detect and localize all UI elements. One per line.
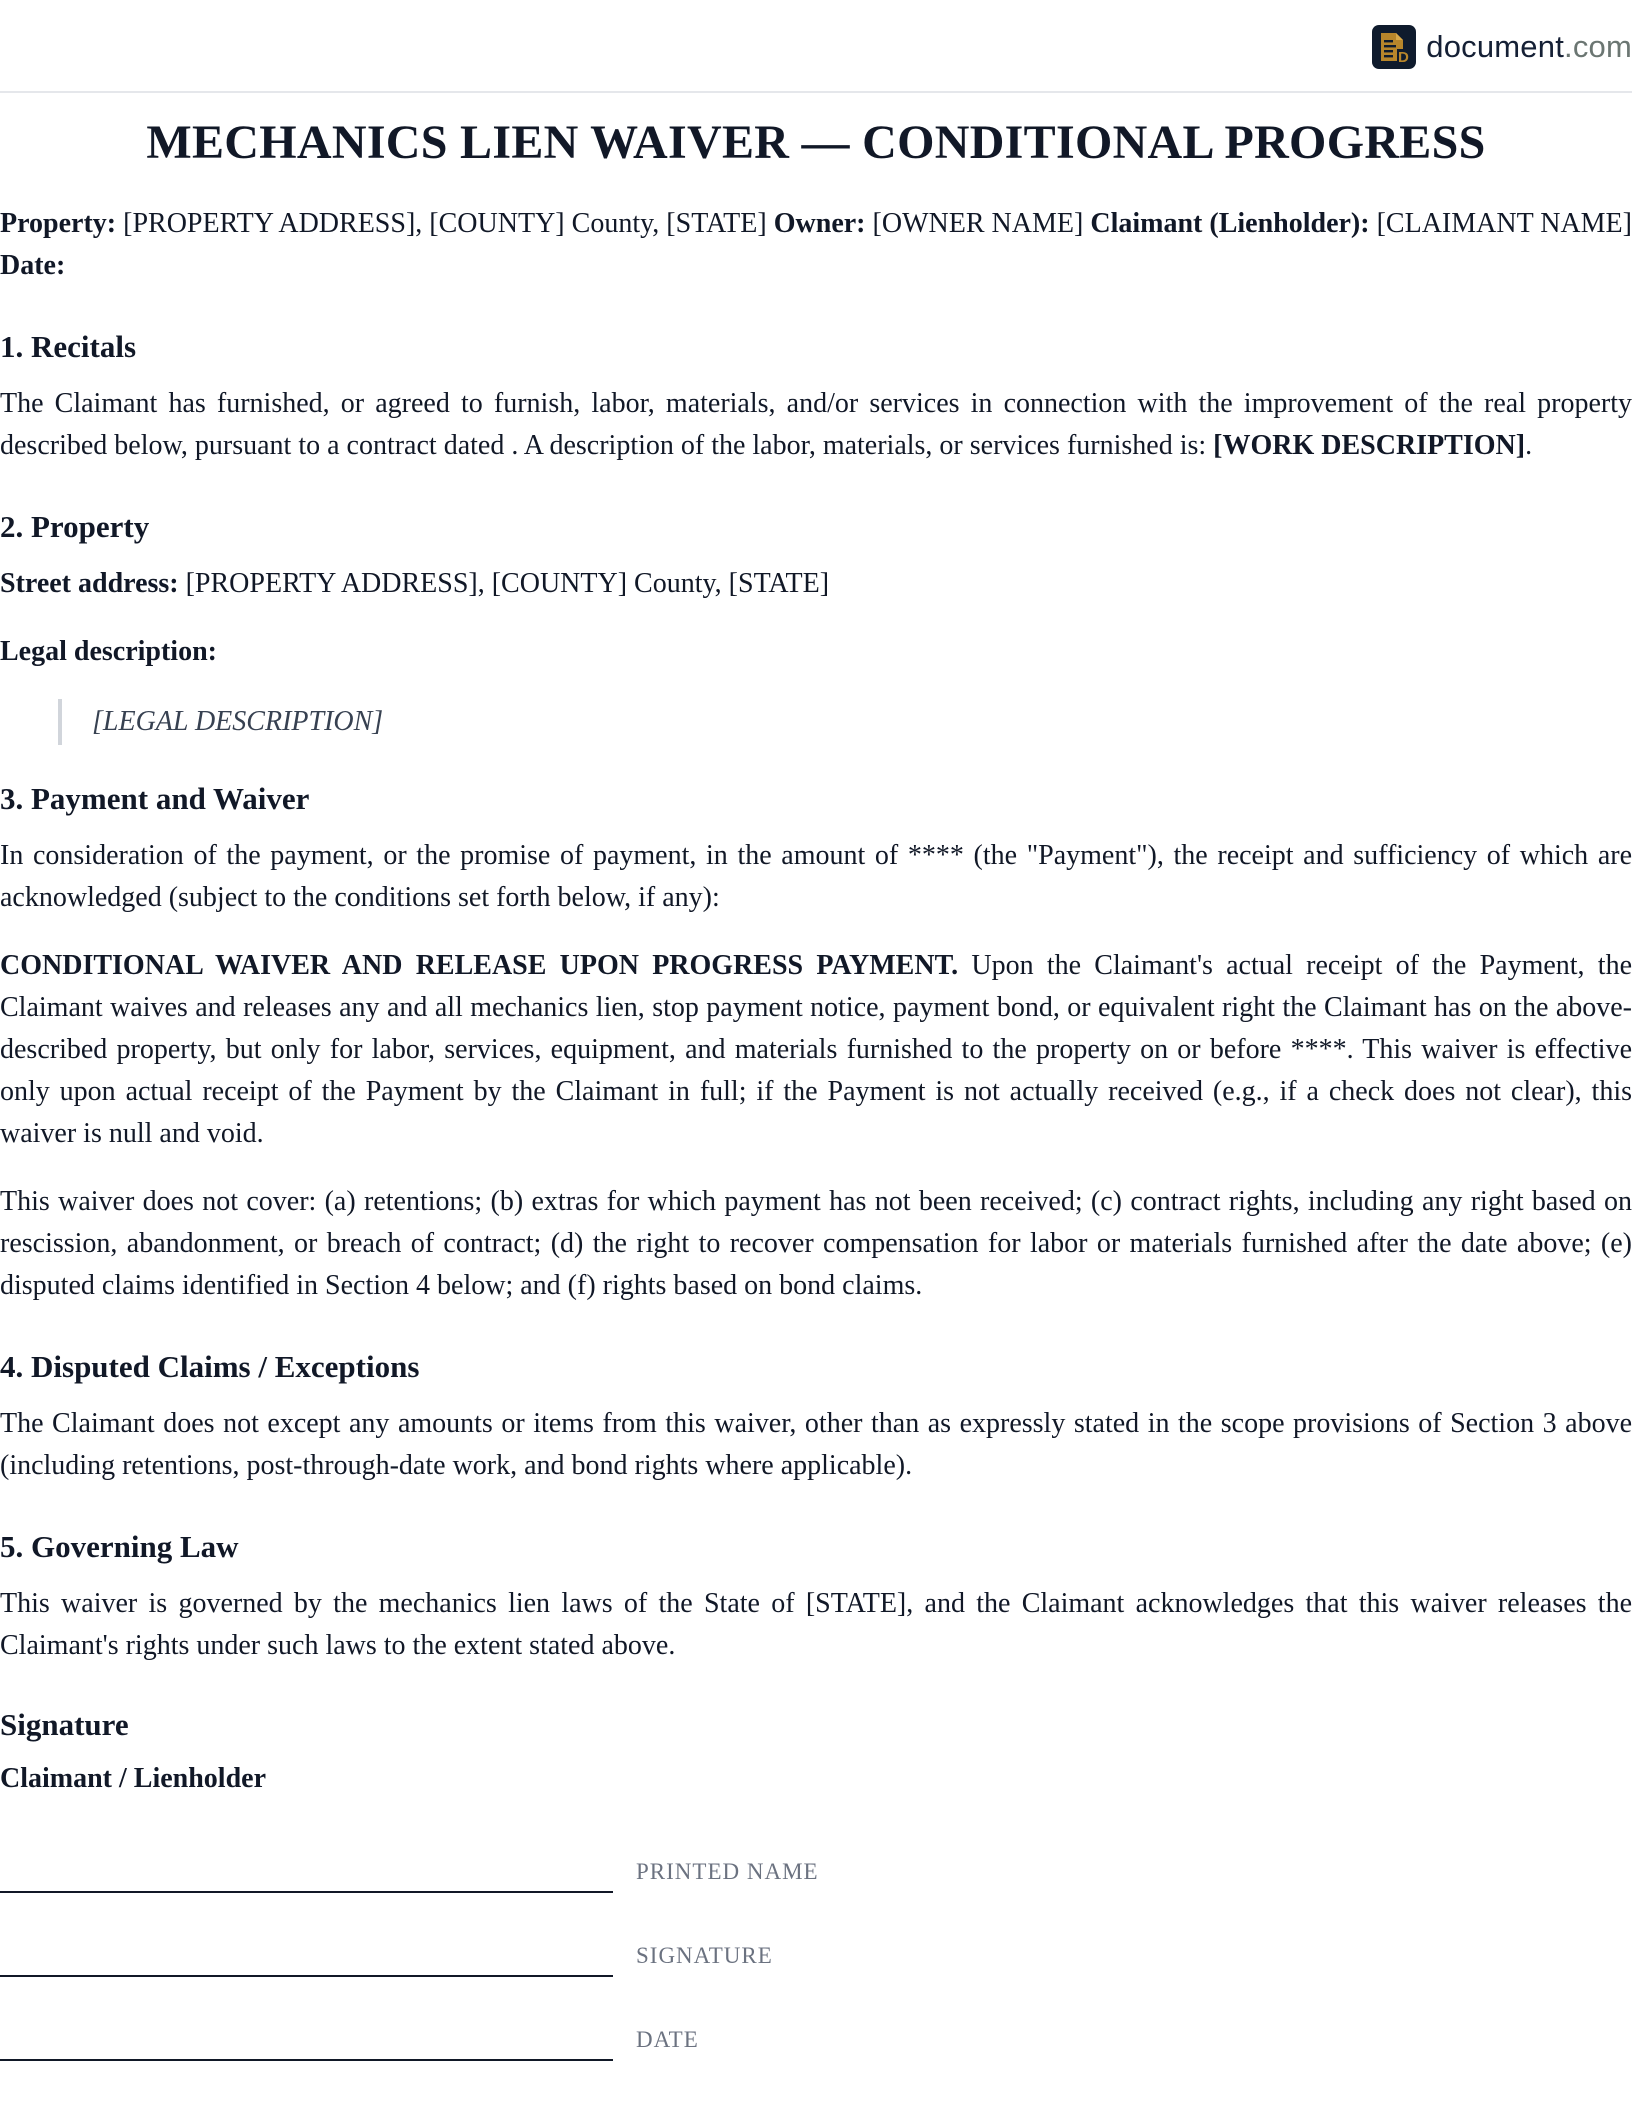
signature-party: Claimant / Lienholder	[0, 1763, 267, 1794]
property-label: Property:	[0, 208, 117, 239]
disputed-text: The Claimant does not except any amounts or items from this waiver, other than as expressly stated in the scope provisions of Section 3 above (including retentions, post-through-date work, and bond rights where applicable).	[0, 1408, 1632, 1481]
section-property	[0, 507, 1632, 745]
section-heading: 2. Property	[0, 509, 150, 544]
governing-law-text: This waiver is governed by the mechanics lien laws of the State of [STATE], and the Claimant acknowledges that this waiver releases the Claimant's rights under such laws to the extent stated above.	[0, 1588, 1632, 1661]
top-bar	[0, 0, 1632, 93]
section-heading: 4. Disputed Claims / Exceptions	[0, 1349, 420, 1384]
date-label: Date:	[0, 250, 66, 281]
section-heading: 3. Payment and Waiver	[0, 781, 310, 816]
claimant-label: Claimant (Lienholder):	[1090, 208, 1370, 239]
svg-text:D: D	[1398, 49, 1410, 66]
document-title: MECHANICS LIEN WAIVER — CONDITIONAL PROGRESS	[146, 116, 1486, 169]
section-recitals	[0, 327, 1632, 467]
work-description: [WORK DESCRIPTION]	[1213, 430, 1526, 461]
date-field[interactable]	[0, 1977, 1632, 2061]
recitals-text: The Claimant has furnished, or agreed to furnish, labor, materials, and/or services in connection with the improvement of the real property described below, pursuant to a contract dated . A description of the labor, materials, or services furnished is: [WORK DESCRIPTION].	[0, 388, 1632, 461]
conditional-waiver: CONDITIONAL WAIVER AND RELEASE UPON PROGRESS PAYMENT. Upon the Claimant's actual receipt of the Payment, the Claimant waives and releases any and all mechanics lien, stop payment notice, payment bond, or equivalent right the Claimant has on the above-described property, but only for labor, services, equipment, and materials furnished to the property on or before ****. This waiver is effective only upon actual receipt of the Payment by the Claimant in full; if the Payment is not actually received (e.g., if a check does not clear), this waiver is null and void.	[0, 950, 1632, 1149]
waiver-exclusions: This waiver does not cover: (a) retentions; (b) extras for which payment has not been received; (c) contract rights, including any right based on rescission, abandonment, or breach of contract; (d) the right to recover compensation for labor or materials furnished after the date above; (e) disputed claims identified in Section 4 below; and (f) rights based on bond claims.	[0, 1186, 1632, 1301]
owner-value: [OWNER NAME]	[865, 208, 1091, 239]
section-governing-law	[0, 1527, 1632, 1667]
document-logo-icon	[1372, 25, 1416, 69]
signature-line[interactable]	[0, 2059, 613, 2061]
field-label: DATE	[636, 2027, 699, 2052]
legal-description-quote	[58, 699, 1632, 745]
printed-name-field[interactable]	[0, 1809, 1632, 1893]
legal-description-label: Legal description:	[0, 636, 217, 667]
section-heading: 5. Governing Law	[0, 1529, 239, 1564]
field-label: PRINTED NAME	[636, 1859, 819, 1884]
payment-intro: In consideration of the payment, or the promise of payment, in the amount of **** (the "Payment"), the receipt and sufficiency of which are acknowledged (subject to the conditions set forth below, if any):	[0, 840, 1632, 913]
document-meta	[0, 203, 1632, 287]
legal-description-value: [LEGAL DESCRIPTION]	[92, 706, 384, 737]
signature-heading: Signature	[0, 1707, 129, 1742]
document-body	[0, 93, 1632, 2061]
section-disputed-claims	[0, 1347, 1632, 1487]
signature-block	[0, 1705, 1632, 2061]
property-value: [PROPERTY ADDRESS], [COUNTY] County, [STATE]	[116, 208, 774, 239]
brand-name: document.com	[1426, 29, 1632, 64]
section-payment	[0, 779, 1632, 1307]
field-label: SIGNATURE	[636, 1943, 773, 1968]
owner-label: Owner:	[773, 208, 866, 239]
section-heading: 1. Recitals	[0, 329, 137, 364]
brand-logo[interactable]	[1372, 25, 1632, 69]
claimant-value: [CLAIMANT NAME]	[1369, 208, 1632, 239]
signature-field[interactable]	[0, 1893, 1632, 1977]
street-address: Street address: [PROPERTY ADDRESS], [COUNTY] County, [STATE]	[0, 568, 830, 599]
